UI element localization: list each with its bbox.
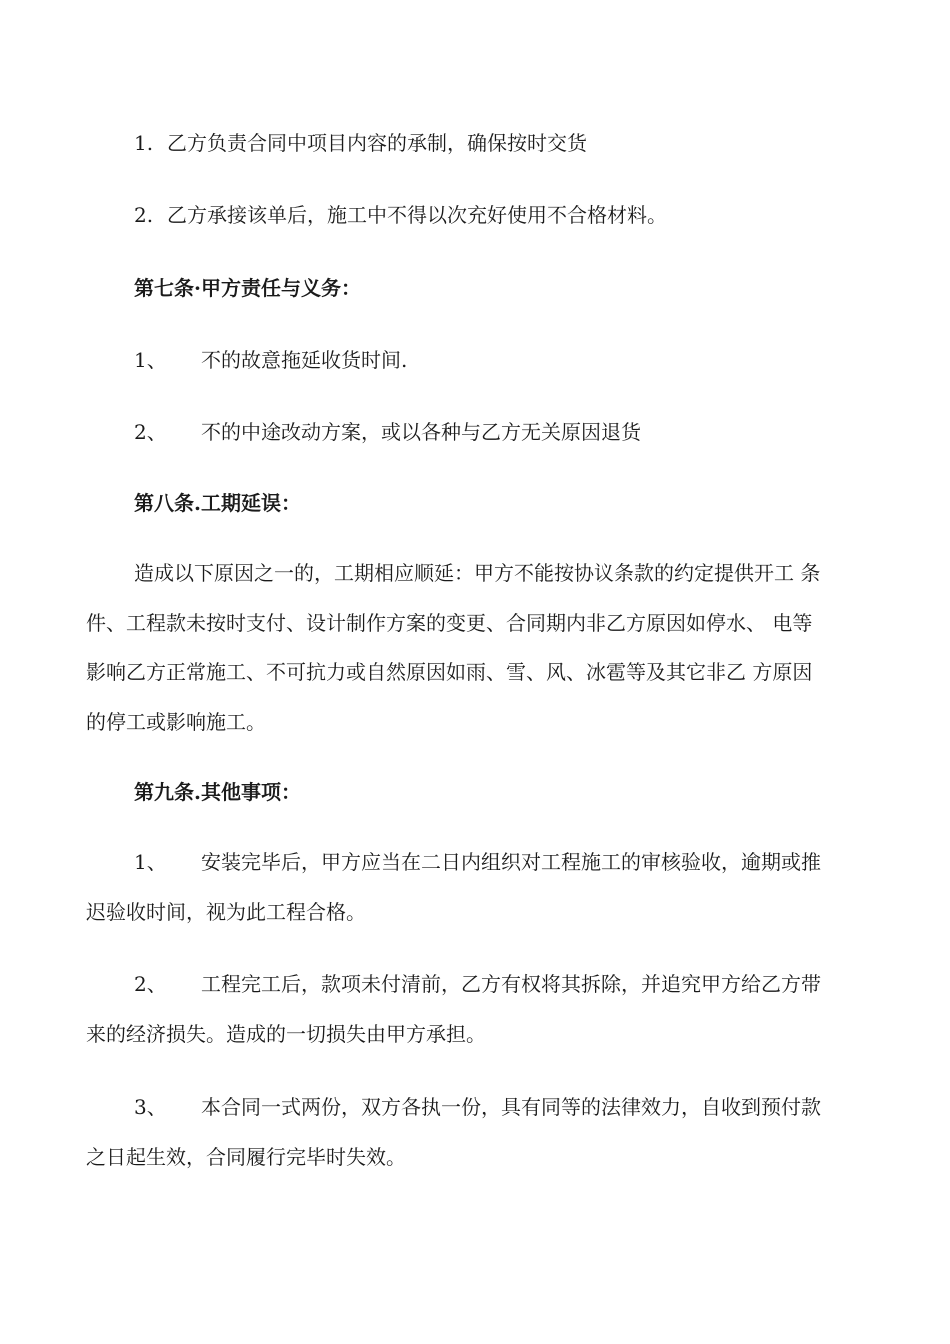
paragraph-line: 的停工或影响施工。 [86,709,266,734]
item-text-continued: 来的经济损失。造成的一切损失由甲方承担。 [86,1021,486,1046]
article-7-title: 第七条·甲方责任与义务： [134,276,361,300]
article-8-title: 第八条.工期延误： [134,491,301,515]
list-item [86,838,878,937]
list-item [86,960,878,1059]
list-item [134,203,667,227]
item-text: 安装完毕后，甲方应当在二日内组织对工程施工的审核验收，逾期或推 [201,850,821,874]
item-text-continued: 迟验收时间，视为此工程合格。 [86,899,366,924]
article-8-paragraph [86,549,878,747]
list-item [134,348,407,372]
item-number: 3、 [134,1095,167,1119]
list-item [86,1083,878,1182]
item-number: 2、 [134,972,167,996]
item-text-continued: 之日起生效，合同履行完毕时失效。 [86,1144,406,1169]
paragraph-line: 造成以下原因之一的，工期相应顺延：甲方不能按协议条款的约定提供开工 条 [134,561,821,585]
item-number: 1. [134,131,154,155]
article-9-title: 第九条.其他事项： [134,780,301,804]
item-number: 2. [134,203,154,227]
paragraph-line: 件、工程款未按时支付、设计制作方案的变更、合同期内非乙方原因如停水、 电等 [86,610,813,635]
item-number: 2、 [134,420,167,444]
list-item [134,420,641,444]
item-text: 本合同一式两份，双方各执一份，具有同等的法律效力，自收到预付款 [201,1095,821,1119]
item-text: 不的中途改动方案，或以各种与乙方无关原因退货 [201,420,641,444]
paragraph-line: 影响乙方正常施工、不可抗力或自然原因如雨、雪、风、冰雹等及其它非乙 方原因 [86,660,813,684]
item-text: 乙方承接该单后，施工中不得以次充好使用不合格材料。 [167,203,667,227]
item-text: 不的故意拖延收货时间. [201,348,408,372]
list-item [134,131,587,155]
item-text: 工程完工后，款项未付清前，乙方有权将其拆除，并追究甲方给乙方带 [201,972,821,996]
item-text: 乙方负责合同中项目内容的承制，确保按时交货 [167,131,587,155]
item-number: 1、 [134,348,167,372]
item-number: 1、 [134,850,167,874]
